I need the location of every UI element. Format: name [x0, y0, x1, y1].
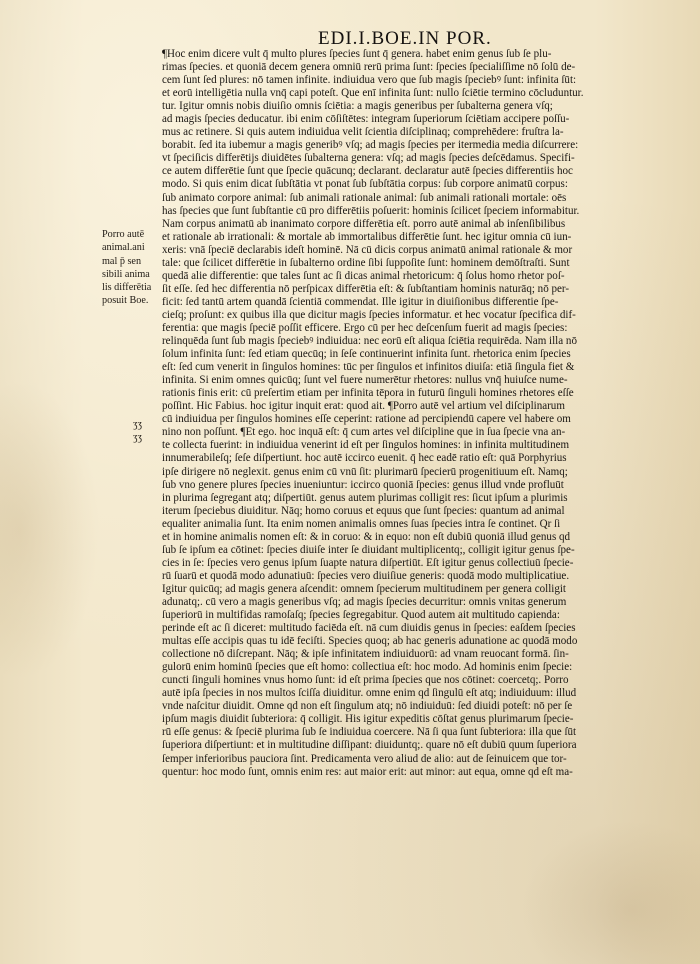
text-line: eſt: ſed cum venerit in ſingulos homines: tūc per ſingulos et infinitos diuiſa: etiā ſingula fiet &	[162, 361, 575, 374]
text-line: relinquēda ſunt ſub magis ſpeciebꝰ indiuidua: nec eorū eſt aliqua ſciētia requirēda. Nam illa nō	[162, 335, 577, 348]
running-head: EDI.I.BOE.IN POR.	[318, 28, 492, 49]
text-line: vnde naſcitur diuidit. Omne qd non eſt ſingulum atq; nō indiuiduū: ſed diuidi poteſt: nō per ſe	[162, 700, 573, 713]
paper-stain	[520, 820, 700, 964]
text-line: ſit eſſe. ſed hec differentia nō perſpicax differētia eſt: & ſubſtantiam hominis naturāq; nō per-	[162, 282, 570, 295]
text-line: equaliter animalia ſunt. Ita enim nomen animalis omnes ſuas ſpecies intra ſe continet. Qr ſi	[162, 517, 561, 530]
margin-quotation-marks	[133, 418, 142, 444]
text-line: et in homine animalis nomen eſt: & in coruo: & in equo: non eſt dubiū quoniā illud genus qd	[162, 530, 571, 543]
text-line: ¶Hoc enim dicere vult q̄ multo plures ſpecies ſunt q̄ genera. habet enim genus ſub ſe plu-	[162, 48, 552, 60]
marginal-note-line: mal p̄ sen	[102, 255, 142, 267]
marginal-note-line: posuit Boe.	[102, 295, 149, 307]
text-line: ſub vno genere plures ſpecies inueniuntur: iccirco quoniā ſpecies: genus illud vnde profluūt	[162, 478, 564, 491]
text-line: infinita. Si enim omnes quicūq; ſunt vel fuere numerētur rhetores: nullus vnq̄ huiuſce nume-	[162, 374, 568, 387]
text-line: ipſe dirigere nō neglexit. genus enim cū vnū ſit: plurimarū ſpecierū progenitiuum eſt. Namq;	[162, 465, 568, 478]
text-line: tur. Igitur omnis nobis diuiſio omnis ſciētia: a magis generibus per ſubalterna genera vſq;	[162, 100, 553, 113]
text-line: perinde eſt ac ſi diceret: multitudo faciēda eſt. nā cum diuidis genus in ſpecies: eaſdem ſpecies	[162, 622, 576, 635]
marginal-note-line: animal.ani	[102, 242, 145, 254]
text-line: tale: que ſcilicet differētie in ſubalterno ordine ſibi ſuppoſite ſunt: hominem demōſtraſti. Sunt	[162, 256, 570, 269]
text-line: cuncti ſinguli homines vnus homo ſunt: id eſt prima ſpecies que nos cōtinet: coercetq;. Porro	[162, 674, 569, 687]
text-line: nino non poſſunt. ¶Et ego. hoc inquā eſt: q̄ cum artes vel diſcipline que in ſua ſpecie vna an-	[162, 426, 566, 439]
text-line: multas eſſe accipis quas tu idē feciſti. Species quoq; ab hac generis adunatione ac quodā modo	[162, 635, 578, 648]
text-line: adunatq;. cū vero a magis generibus vſq; ad magis ſpecies decurritur: omnis vnitas generum	[162, 595, 567, 608]
text-line: rū ſuarū et quodā modo adunatiuū: ſpecies vero diuiſiue generis: quodā modo multiplicatiue.	[162, 569, 570, 582]
marginal-note-line: sibili anima	[102, 268, 150, 280]
text-line: ferentia: que magis ſpeciē poſſit efficere. Ergo cū per hec deſcenſum fuerit ad magis ſpecies:	[162, 321, 568, 334]
text-line: rū eſſe genus: & ſpeciē plurima ſub ſe indiuidua coercere. Nā ſi qua ſunt ſubteriora: illa que ſūt	[162, 726, 577, 739]
paper-stain	[0, 380, 100, 680]
text-line: collectione nō diſcrepant. Nāq; & ipſe infinitatem indiuiduorū: ad vnam reuocant formā. ſin-	[162, 648, 569, 661]
main-text-block	[162, 48, 654, 779]
text-line: mus ac retinere. Si quis autem indiuidua velit ſcientia diſciplinaq; comprehēdere: fruſtra la-	[162, 126, 564, 139]
text-line: quedā alie differentie: que tales ſunt ac ſi dicas animal rhetoricum: q̄ ſolus homo rhetor poſ-	[162, 269, 565, 282]
text-line: rationis finis erit: cū preſertim etiam per infinita tēpora in futurū ſinguli homines rhetores eſſe	[162, 387, 574, 400]
text-line: ſub ſe ipſum ea cōtinet: ſpecies diuiſe inter ſe diuidant multiplicentq;, colligit igitur genus ſpe-	[162, 543, 575, 556]
text-line: poſſint. Hic Fabius. hoc igitur inquit erat: quod ait. ¶Porro autē vel artium vel diſciplinarum	[162, 400, 565, 413]
text-line: et rationale ab irrationali: & mortale ab immortalibus differētie ſunt. hec igitur omnia cū iun-	[162, 230, 572, 243]
text-line: xeris: vnā ſpeciē declarabis ideſt hominē. Nā cū dicis corpus animatū animal rationale & mor	[162, 243, 573, 256]
text-line: cieſq; proſunt: ex quibus illa que dicitur magis ſpecies informatur. et hec vocatur ſpecifica dif-	[162, 308, 576, 321]
text-line: ſuperiora diſpertiunt: et in multitudine diſſipant: diuiduntq;. quare nō eſt dubiū quum ſuperiora	[162, 739, 577, 752]
margin-mark: ʒʒ	[133, 419, 142, 430]
text-line: has ſpecies que ſunt ſubſtantie cū pro differētiis poſuerit: hominis ſcilicet ſpeciem informabitur.	[162, 204, 580, 217]
text-line: ſolum infinita ſunt: ſed etiam quecūq; in ſeſe continuerint infinita ſunt. rhetorica enim ſpecies	[162, 348, 571, 361]
text-line: iterum ſpeciebus diuiditur. Nāq; homo coruus et equus que ſunt ſpecies: quantum ad animal	[162, 504, 565, 517]
text-line: autē ipſa ſpecies in nos multos ſciſſa diuiditur. omne enim qd ſingulū eſt atq; indiuiduum: illud	[162, 687, 577, 700]
text-line: borabit. ſed ita iubemur a magis generibꝰ vſq; ad magis ſpecies per itermedia media diſcurrere:	[162, 139, 579, 152]
text-line: ſub animato corpore animal: ſub animali rationale animal: ſub animali rationali mortale: oēs	[162, 191, 567, 204]
marginal-note-line: Porro autē	[102, 229, 145, 240]
text-line: rimas ſpecies. et quoniā decem genera omniū rerū prima ſunt: ſpecies ſpecialiſſime nō ſolū de-	[162, 61, 576, 74]
text-line: quentur: hoc modo ſunt, omnis enim res: aut maior erit: aut minor: aut equa, omne qd eſt ma-	[162, 765, 573, 778]
text-line: in plurima ſegregant atq; diſpertiūt. genus autem plurimas colligit res: ſicut ipſum a plurimis	[162, 491, 568, 504]
text-line: vt ſpeciſicis differētijs diuidētes ſubalterna genera: vſq; ad magis ſpecies deſcēdamus. Specifi-	[162, 152, 575, 165]
text-line: Nam corpus animatū ab inanimato corpore differētia eſt. porro autē animal ab inſenſibilibus	[162, 217, 566, 230]
text-line: ce autem differētie ſunt que ſpecie quācunq; declarant. declaratur autē ſpecies differentiis hoc	[162, 165, 573, 178]
text-line: te collecta fuerint: in indiuidua venerint id eſt per ſingulos homines: in infinita multitudinem	[162, 439, 570, 452]
marginal-note-line: lis differētia	[102, 282, 152, 294]
text-line: cem ſunt ſed plures: nō tamen infinite. indiuidua vero que ſub magis ſpeciebꝰ ſunt: infinita ſūt:	[162, 74, 577, 87]
text-line: ſemper inferioribus pauciora ſint. Predicamenta vero aliud de alio: aut de ſeinuicem que tor-	[162, 752, 567, 765]
text-line: ſuperiorū in multifidas ramoſaſq; ſpecies ſegregabitur. Quod autem ait multitudo capienda:	[162, 609, 560, 622]
margin-mark: ʒʒ	[133, 432, 142, 443]
text-line: et eorū intelligētia nulla vnq̄ capi poteſt. Que enī infinita ſunt: nullo ſciētie termino cōcluduntur.	[162, 87, 584, 100]
text-line: ad magis ſpecies deducatur. ibi enim cōſiſtētes: integram ſuperiorum ſciētiam accipere poſſu-	[162, 113, 570, 126]
text-line: Igitur quicūq; ad magis genera aſcendit: omnem ſpecierum multitudinem per genera colligit	[162, 582, 567, 595]
text-line: cies in ſe: ſpecies vero genus ipſum ſuapte natura diſpertiūt. Eſt igitur genus collectiuū ſpecie-	[162, 556, 574, 569]
text-line: ficit: ſed tantū artem quandā ſcientiā commendat. Ille igitur in diuiſionibus differentie ſpe-	[162, 295, 559, 308]
text-line: gulorū enim hominū ſpecies que eſt homo: collectiua eſt: hoc modo. Ad hominis enim ſpecie:	[162, 661, 573, 674]
text-line: innumerabileſq; ſeſe diſpertiunt. hoc autē iccirco euenit. q̄ hec eadē ratio eſt: quā Porphyrius	[162, 452, 567, 465]
text-line: modo. Si quis enim dicat ſubſtātia vt ponat ſub ſubſtātia corpus: ſub corpore animatū corpus:	[162, 178, 568, 191]
text-line: cū indiuidua per ſingulos homines eſſe ceperint: ratione ad percipiendū capere vel habere om	[162, 413, 571, 426]
text-line: ipſum magis diuidit ſubteriora: q̄ colligit. His igitur expeditis cōſtat genus plurimarum ſpecie-	[162, 713, 574, 726]
